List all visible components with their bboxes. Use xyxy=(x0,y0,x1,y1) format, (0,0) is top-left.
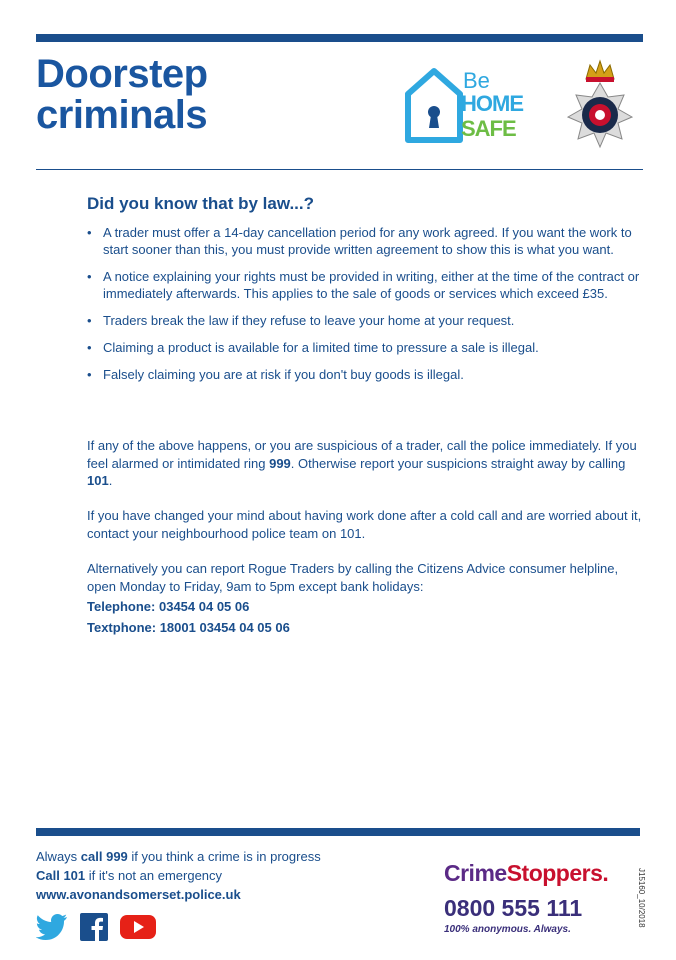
be-home-safe-logo xyxy=(405,68,545,144)
footer-line-emergency xyxy=(36,849,321,864)
title-line-1: Doorstep xyxy=(36,52,208,96)
list-item: • Falsely claiming you are at risk if you don't buy goods is illegal. xyxy=(87,366,647,383)
law-facts-list xyxy=(87,224,647,393)
crimestoppers-crime: Crime xyxy=(444,860,507,886)
call-police-paragraph xyxy=(87,437,647,490)
footer-text: if it's not an emergency xyxy=(85,868,223,883)
twitter-icon[interactable] xyxy=(36,913,68,941)
logo-be: Be xyxy=(463,68,490,93)
youtube-icon[interactable] xyxy=(120,913,156,941)
title-line-2: criminals xyxy=(36,93,208,137)
facebook-icon[interactable] xyxy=(80,913,108,941)
number-101: 101 xyxy=(87,473,109,488)
telephone-number: Telephone: 03454 04 05 06 xyxy=(87,599,250,614)
logo-home: HOME xyxy=(461,91,523,116)
page-title xyxy=(36,54,208,136)
top-rule xyxy=(36,34,643,42)
para1-text-b: . Otherwise report your suspicions straight away by calling xyxy=(290,455,626,471)
reference-code: J15160_10/2018 xyxy=(637,868,646,928)
footer-line-non-emergency xyxy=(36,868,222,883)
bottom-rule xyxy=(36,828,640,836)
footer-text: if you think a crime is in progress xyxy=(127,849,321,864)
para1-text-c: . xyxy=(108,473,113,488)
textphone-number: Textphone: 18001 03454 04 05 06 xyxy=(87,620,290,635)
crimestoppers-logo xyxy=(444,860,608,887)
police-star-icon xyxy=(560,55,640,155)
header-divider xyxy=(36,169,643,170)
changed-mind-paragraph: If you have changed your mind about having work done after a cold call and are worried about it, contact your neighbourhood police team on 101. xyxy=(87,508,642,541)
crimestoppers-tagline: 100% anonymous. Always. xyxy=(444,924,571,935)
constabulary-crest xyxy=(560,55,640,155)
list-item: • A trader must offer a 14-day cancellation period for any work agreed. If you want the work to start sooner than this, you must provide written agreement to show this is what you want. xyxy=(87,224,647,258)
social-icons xyxy=(36,913,166,943)
list-item: • Traders break the law if they refuse to leave your home at your request. xyxy=(87,312,647,329)
crimestoppers-phone: 0800 555 111 xyxy=(444,895,583,921)
citizens-advice-paragraph: Alternatively you can report Rogue Traders by calling the Citizens Advice consumer helpline, open Monday to Friday, 9am to 5pm except bank holidays: xyxy=(87,561,619,594)
website-link[interactable]: www.avonandsomerset.police.uk xyxy=(36,887,241,902)
logo-safe: SAFE xyxy=(461,116,516,141)
list-item: • A notice explaining your rights must be provided in writing, either at the time of the contract or immediately afterwards. This applies to the sale of goods or services which exceed £35. xyxy=(87,268,647,302)
footer-text: Always xyxy=(36,849,81,864)
para1-text-a: If any of the above happens, or you are suspicious of a trader, call the police immediately. If you feel alarmed or intimidated ring xyxy=(87,438,637,471)
footer-call-101: Call 101 xyxy=(36,868,86,883)
crimestoppers-stoppers: Stoppers. xyxy=(506,860,609,886)
list-item: • Claiming a product is available for a limited time to pressure a sale is illegal. xyxy=(87,339,647,356)
house-lock-icon xyxy=(405,68,463,144)
footer-call-999: call 999 xyxy=(80,849,128,864)
number-999: 999 xyxy=(269,455,291,471)
section-heading: Did you know that by law...? xyxy=(87,194,314,213)
